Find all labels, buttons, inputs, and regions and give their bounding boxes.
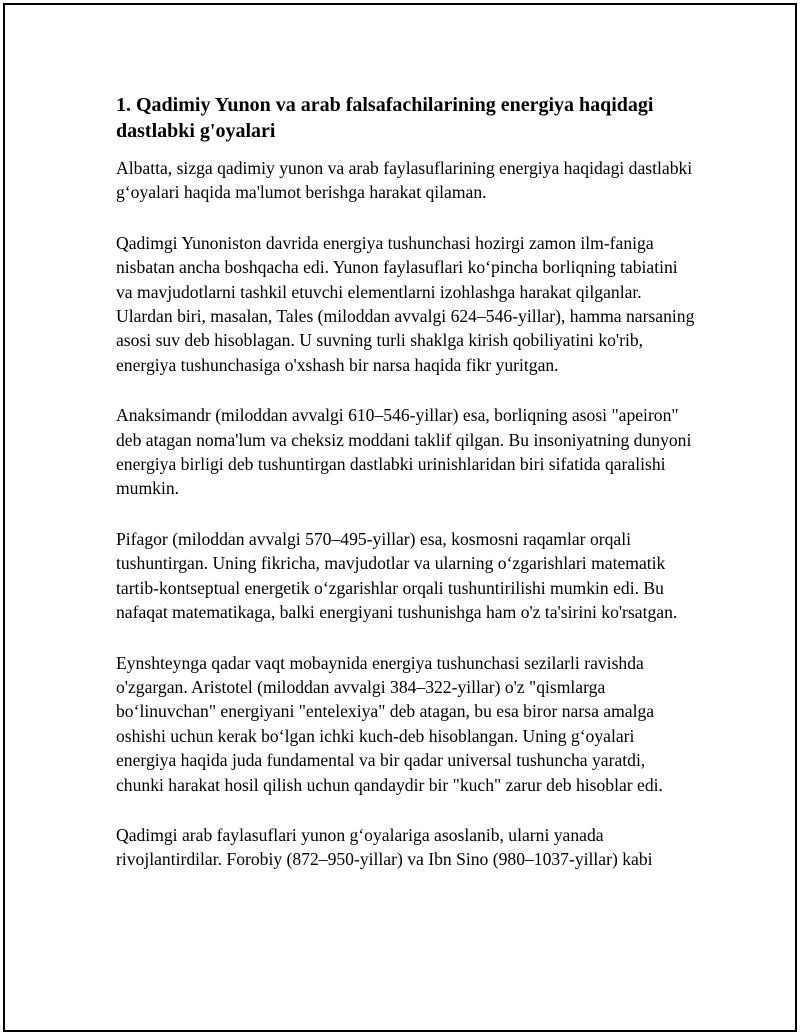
document-body bbox=[116, 92, 696, 898]
paragraph-aristotle: Eynshteynga qadar vaqt mobaynida energiya tushunchasi sezilarli ravishda o'zgargan. Aristotel (miloddan avvalgi 384–322-yillar) o'z "qismlarga bo‘linuvchan" energiyani "entelexiya" deb atagan, bu esa biror narsa amalga oshishi uchun kerak bo‘lgan ichki kuch-deb hisoblangan. Uning g‘oyalari energiya haqida juda fundamental va bir qadar universal tushuncha yaratdi, chunki harakat hosil qilish uchun qandaydir bir "kuch" zarur deb hisoblar edi. bbox=[116, 652, 663, 795]
paragraph-anaximander: Anaksimandr (miloddan avvalgi 610–546-yillar) esa, borliqning asosi "apeiron" deb atagan noma'lum va cheksiz moddani taklif qilgan. Bu insoniyatning dunyoni energiya birligi deb tushuntirgan dastlabki urinishlaridan biri sifatida qaralishi mumkin. bbox=[116, 405, 692, 499]
paragraph-pythagoras: Pifagor (miloddan avvalgi 570–495-yillar) esa, kosmosni raqamlar orqali tushuntirgan. Uning fikricha, mavjudotlar va ularning o‘zgarishlari matematik tartib-kontseptual energetik o‘zgarishlar orqali tushuntirilishi mumkin edi. Bu nafaqat matematikaga, balki energiyani tushunishga ham o'z ta'sirini ko'rsatgan. bbox=[116, 528, 678, 623]
paragraph-greece-tales: Qadimgi Yunoniston davrida energiya tushunchasi hozirgi zamon ilm-faniga nisbatan ancha boshqacha edi. Yunon faylasuflari ko‘pincha borliqning tabiatini va mavjudotlarni tashkil etuvchi elementlarni izohlashga harakat qilganlar. Ulardan biri, masalan, Tales (miloddan avvalgi 624–546-yillar), hamma narsaning asosi suv deb hisoblagan. U suvning turli shaklga kirish qobiliyatini ko'rib, energiya tushunchasiga o'xshash bir narsa haqida fikr yuritgan. bbox=[116, 232, 695, 375]
paragraph-intro: Albatta, sizga qadimiy yunon va arab faylasuflarining energiya haqidagi dastlabki g‘oyalari haqida ma'lumot berishga harakat qilaman. bbox=[116, 158, 693, 203]
paragraph-arab-philosophers: Qadimgi arab faylasuflari yunon g‘oyalariga asoslanib, ularni yanada rivojlantirdilar. Forobiy (872–950-yillar) va Ibn Sino (980–1037-yillar) kabi bbox=[116, 824, 653, 870]
section-heading: 1. Qadimiy Yunon va arab falsafachilarining energiya haqidagi dastlabki g'oyalari bbox=[116, 94, 654, 142]
